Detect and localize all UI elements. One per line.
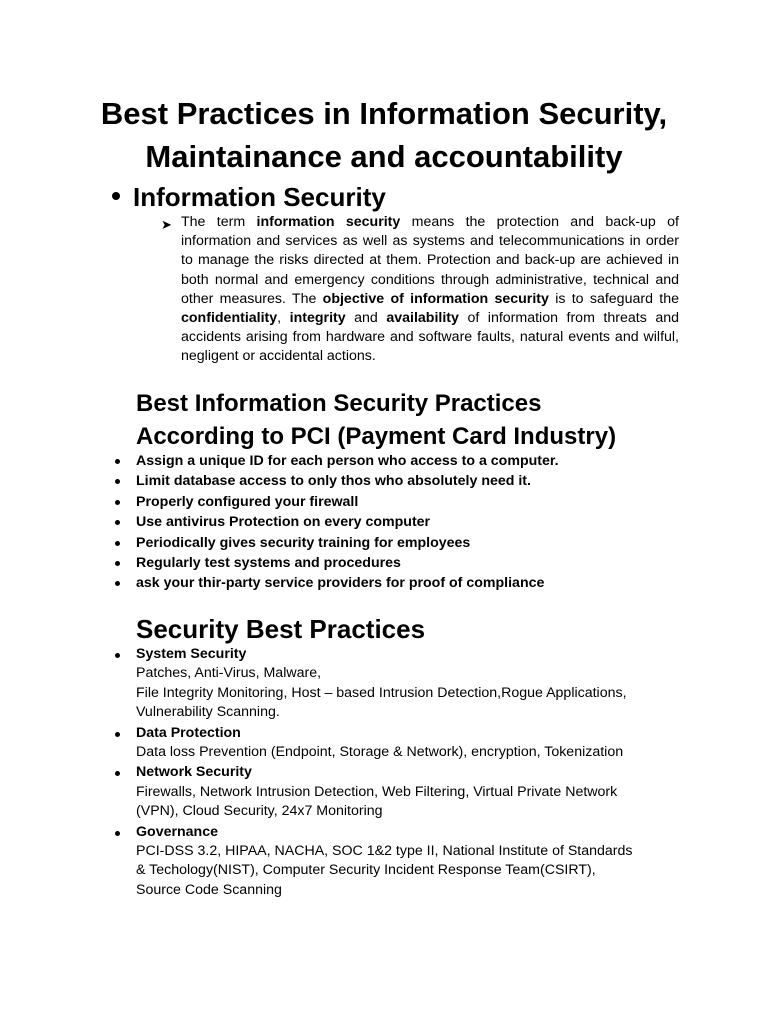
document-title-line: Best Practices in Information Security, xyxy=(100,96,668,131)
list-item-text: Properly configured your firewall xyxy=(136,493,359,510)
list-item-text: (VPN), Cloud Security, 24x7 Monitoring xyxy=(136,803,383,820)
list-item-text: Regularly test systems and procedures xyxy=(136,555,401,572)
bullet-icon xyxy=(115,581,120,586)
pci-heading-line: According to PCI (Payment Card Industry) xyxy=(136,423,617,450)
arrow-bullet-icon: ➤ xyxy=(161,217,172,232)
list-item xyxy=(112,451,559,471)
list-item xyxy=(112,763,633,821)
list-item xyxy=(112,492,559,512)
document-title-line: Maintainance and accountability xyxy=(145,139,623,174)
paragraph-bold-text: availability xyxy=(386,310,459,327)
list-item xyxy=(112,573,559,593)
document-title xyxy=(0,92,768,178)
list-item xyxy=(112,645,633,723)
paragraph-text: The term xyxy=(181,214,257,230)
list-item-title: Network Security xyxy=(136,764,252,781)
pci-heading xyxy=(136,387,616,453)
bullet-icon xyxy=(115,732,120,737)
list-item-text: PCI-DSS 3.2, HIPAA, NACHA, SOC 1&2 type II, National Institute of Standards xyxy=(136,843,633,860)
list-item-text: Source Code Scanning xyxy=(136,881,282,898)
paragraph-text: and xyxy=(345,310,387,327)
list-item-title: Data Protection xyxy=(136,724,241,741)
paragraph-bold-text: confidentiality xyxy=(181,310,278,327)
paragraph-text: of information from threats and accidents arising from hardware and software faults, natural events and wilful, negligent or accidental actions. xyxy=(181,310,679,365)
bullet-icon xyxy=(115,771,120,776)
info-security-section xyxy=(161,213,679,367)
list-item-text: & Techology(NIST), Computer Security Incident Response Team(CSIRT), xyxy=(136,862,596,879)
paragraph-bold-text: integrity xyxy=(289,310,346,327)
list-item xyxy=(112,471,559,491)
bullet-icon xyxy=(112,192,120,200)
list-item-text: Use antivirus Protection on every computer xyxy=(136,514,431,531)
info-security-heading xyxy=(112,181,386,213)
list-item-text: Data loss Prevention (Endpoint, Storage & Network), encryption, Tokenization xyxy=(136,744,624,761)
list-item-text: Assign a unique ID for each person who access to a computer. xyxy=(136,453,559,469)
list-item xyxy=(112,533,559,553)
paragraph-text: , xyxy=(277,310,290,327)
bullet-icon xyxy=(115,561,120,566)
list-item-text: Limit database access to only thos who absolutely need it. xyxy=(136,473,531,490)
paragraph-text: means the protection and back-up of information and services as well as systems and telecommunications in order to manage the risks directed at them. Protection and back-up are achieved in both normal and emergency conditions through administrative, technical and other measures. The xyxy=(181,214,679,307)
bullet-icon xyxy=(115,500,120,505)
bullet-icon xyxy=(115,831,120,836)
bullet-icon xyxy=(115,479,120,484)
paragraph-text: is to safeguard the xyxy=(548,290,679,307)
list-item-text: ask your thir-party service providers for proof of compliance xyxy=(136,575,545,592)
paragraph-bold-text: objective of information security xyxy=(322,290,549,307)
bullet-icon xyxy=(115,541,120,546)
security-best-practices-list xyxy=(112,645,633,901)
list-item-title: System Security xyxy=(136,646,247,662)
list-item-text: Periodically gives security training for employees xyxy=(136,534,471,551)
list-item-text: Vulnerability Scanning. xyxy=(136,704,280,721)
list-item-text: File Integrity Monitoring, Host – based Intrusion Detection,Rogue Applications, xyxy=(136,684,627,701)
list-item xyxy=(112,553,559,573)
list-item xyxy=(112,512,559,532)
bullet-icon xyxy=(115,459,120,464)
pci-practices-list xyxy=(112,451,559,594)
info-security-paragraph xyxy=(181,213,679,367)
list-item-text: Patches, Anti-Virus, Malware, xyxy=(136,665,322,682)
security-best-practices-heading: Security Best Practices xyxy=(136,614,426,644)
bullet-icon xyxy=(115,653,120,658)
paragraph-bold-text: information security xyxy=(256,214,401,230)
list-item-title: Governance xyxy=(136,823,219,840)
list-item xyxy=(112,823,633,901)
list-item xyxy=(112,724,633,763)
pci-heading-line: Best Information Security Practices xyxy=(136,390,542,417)
list-item-text: Firewalls, Network Intrusion Detection, Web Filtering, Virtual Private Network xyxy=(136,783,618,800)
info-security-heading-text: Information Security xyxy=(133,182,386,212)
bullet-icon xyxy=(115,520,120,525)
